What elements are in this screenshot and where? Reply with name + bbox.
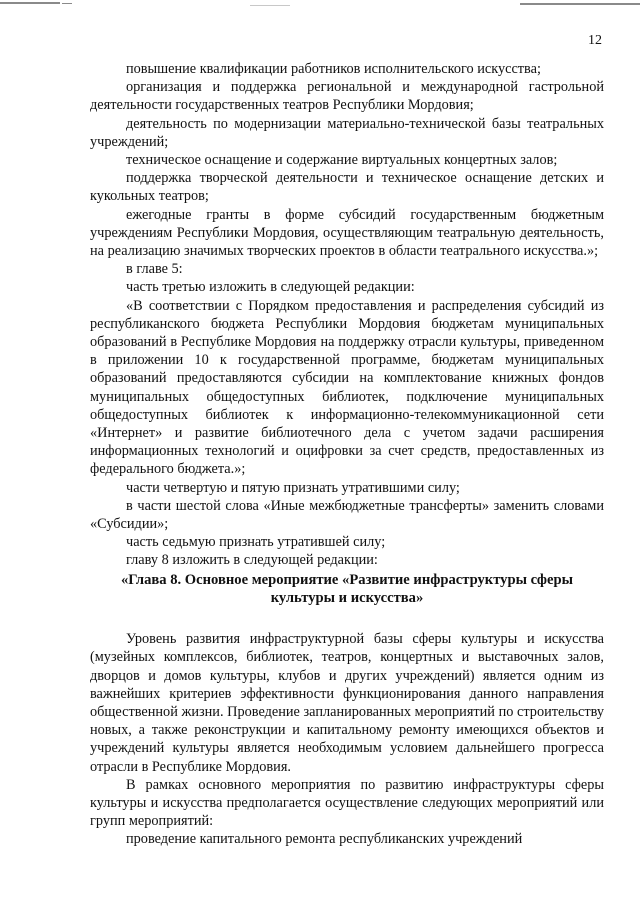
- paragraph: часть третью изложить в следующей редакции:: [126, 279, 415, 296]
- paragraph: часть седьмую признать утратившей силу;: [126, 534, 386, 551]
- paragraph: техническое оснащение и содержание виртуальных концертных залов;: [126, 152, 558, 169]
- paragraph: проведение капитального ремонта республиканских учреждений: [126, 831, 523, 848]
- page-number: 12: [588, 33, 602, 48]
- paragraph: поддержка творческой деятельности и техническое оснащение детских и кукольных театров;: [90, 170, 604, 205]
- paragraph: деятельность по модернизации материально-технической базы театральных учреждений;: [90, 115, 604, 150]
- paragraph: организация и поддержка региональной и международной гастрольной деятельности государственных театров Республики Мордовия;: [90, 79, 604, 114]
- chapter-heading: «Глава 8. Основное мероприятие «Развитие инфраструктуры сферы культуры и искусства»: [120, 571, 574, 606]
- paragraph: повышение квалификации работников исполнительского искусства;: [126, 61, 541, 77]
- paragraph: «В соответствии с Порядком предоставления и распределения субсидий из республиканского бюджета Республики Мордовия бюджетам муниципальных образований в Республике Мордовия на поддержку отрасли культуры, приведенном в приложении 10 к государственной программе, бюджетам муниципальных образований предоставляются субсидии на комплектование книжных фондов муниципальных общедоступных библиотек, подключение муниципальных общедоступных библиотек к информационно-телекоммуникационной сети «Интернет» и развитие библиотечного дела с учетом задачи расширения информационных технологий и оцифровки за счет средств, предоставленных из федерального бюджета.»;: [90, 297, 604, 478]
- paragraph: В рамках основного мероприятия по развитию инфраструктуры сферы культуры и искусства предполагается осуществление следующих мероприятий или групп мероприятий:: [90, 776, 604, 830]
- paragraph: главу 8 изложить в следующей редакции:: [126, 552, 378, 569]
- paragraph: в части шестой слова «Иные межбюджетные трансферты» заменить словами «Субсидии»;: [90, 497, 604, 533]
- scan-artifact: [0, 0, 640, 12]
- paragraph: ежегодные гранты в форме субсидий государственным бюджетным учреждениям Республики Мордовия, осуществляющим театральную деятельность, на реализацию значимых творческих проектов в области театрального искусства.»;: [90, 206, 604, 260]
- paragraph: части четвертую и пятую признать утратившими силу;: [126, 479, 460, 496]
- paragraph: Уровень развития инфраструктурной базы сферы культуры и искусства (музейных комплексов, библиотек, театров, концертных и выставочных залов, дворцов и домов культуры, клубов и других учреждений) является одним из важнейших критериев эффективности функционирования данного направления общественной жизни. Проведение запланированных мероприятий по строительству новых, а также реконструкции и капитальному ремонту имеющихся объектов и учреждений культуры является необходимым условием дальнейшего прогресса отрасли в Республике Мордовия.: [90, 631, 604, 775]
- document-body: [90, 60, 604, 849]
- paragraph: в главе 5:: [126, 261, 183, 278]
